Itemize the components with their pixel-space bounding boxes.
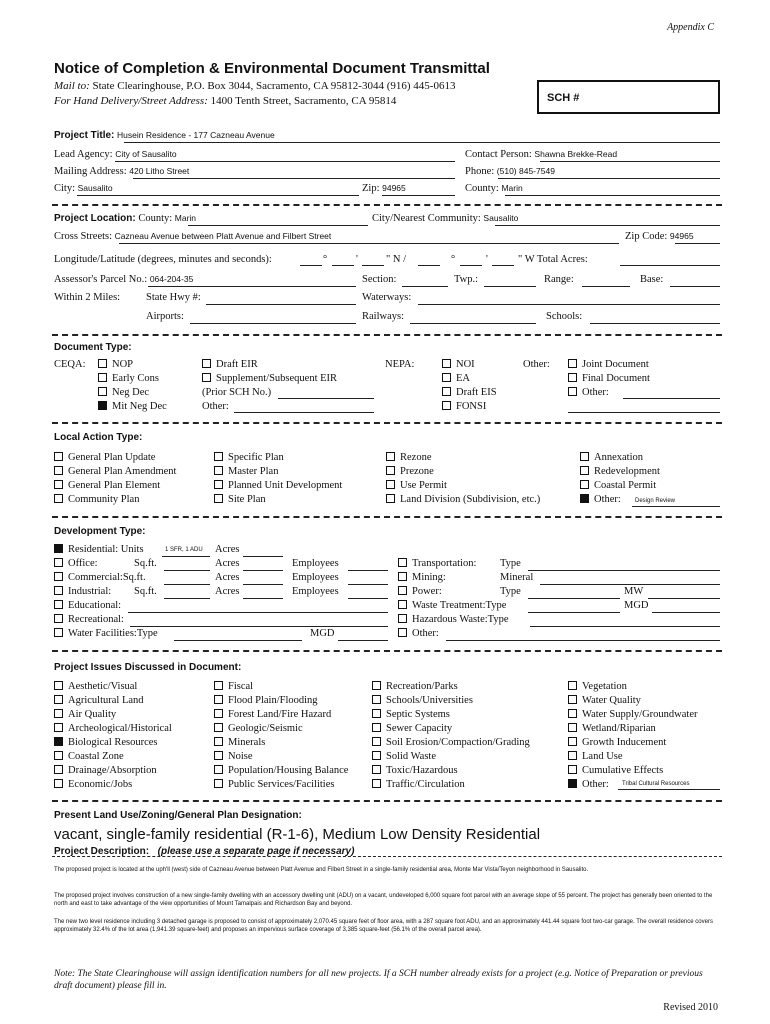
- footer-note: Note: The State Clearinghouse will assign identification numbers for all new projects. If a SCH number already exists for a project (e.g. Notice of Preparation or previous draft document) please fill in.: [54, 969, 703, 991]
- apn-value[interactable]: 064-204-35: [149, 274, 194, 284]
- checkbox-label: Site Plan: [228, 494, 266, 505]
- county-value[interactable]: Marin: [501, 183, 523, 193]
- checkbox-label: Air Quality: [68, 709, 117, 720]
- phone-row: Phone: (510) 845-7549: [465, 166, 555, 177]
- checklist-item: [214, 737, 265, 748]
- site-plan-checkbox[interactable]: [214, 494, 223, 503]
- general-plan-update-checkbox[interactable]: [54, 452, 63, 461]
- description-p1: The proposed project is located at the uph'll (west) side of Cazneau Avenue between Platt Avenue and Filbert Street in a single-family residential area, Monte Mar Vista/Teyon neighborhood in Sausalito.: [54, 867, 589, 873]
- hazardous-waste-checkbox[interactable]: [398, 614, 407, 623]
- checkbox-label: Wetland/Riparian: [582, 723, 656, 734]
- septic-systems-checkbox[interactable]: [372, 709, 381, 718]
- checklist-item: [372, 751, 436, 762]
- general-plan-amendment-checkbox[interactable]: [54, 466, 63, 475]
- description-heading: Project Description:: [54, 846, 150, 857]
- checkbox-label: Vegetation: [582, 681, 627, 692]
- mail-to: Mail to: State Clearinghouse, P.O. Box 3044, Sacramento, CA 95812-3044 (916) 445-0613: [54, 80, 456, 92]
- checkbox-label: Schools/Universities: [386, 695, 473, 706]
- checkbox-label: Drainage/Absorption: [68, 765, 157, 776]
- ea-checkbox[interactable]: [442, 373, 451, 382]
- city-value[interactable]: Sausalito: [77, 183, 113, 193]
- draft-eis-checkbox[interactable]: [442, 387, 451, 396]
- checklist-item: [580, 480, 656, 491]
- mailing-address-value[interactable]: 420 Litho Street: [129, 166, 190, 176]
- checkbox-label: Community Plan: [68, 494, 140, 505]
- checklist-item: [54, 751, 124, 762]
- cross-streets-value[interactable]: Cazneau Avenue between Platt Avenue and Filbert Street: [114, 231, 332, 241]
- revised-label: Revised 2010: [663, 1002, 718, 1013]
- economic-jobs-checkbox[interactable]: [54, 779, 63, 788]
- description-p2: The proposed project involves construction of a new single-family dwelling with an accessory dwelling unit (ADU) on a vacant, undeveloped 6,000 square foot parcel with an average slope of 55 percent. The project has generally been oriented to the north and east to take advantage of the view opportunities of Mount Tamalpais and Richardson Bay and beyond.: [54, 893, 713, 907]
- forest-land-fire-hazard-checkbox[interactable]: [214, 709, 223, 718]
- checkbox-label: Water Quality: [582, 695, 641, 706]
- checkbox-label: Geologic/Seismic: [228, 723, 303, 734]
- checklist-item: [98, 359, 133, 370]
- checklist-item: [386, 452, 432, 463]
- divider: [52, 800, 722, 802]
- checklist-item: [580, 466, 660, 477]
- geologic-seismic-checkbox[interactable]: [214, 723, 223, 732]
- checklist-item: [214, 765, 348, 776]
- checkbox-label: Rezone: [400, 452, 432, 463]
- checkbox-label: Planned Unit Development: [228, 480, 343, 491]
- checkbox-label: Prezone: [400, 466, 434, 477]
- growth-inducement-checkbox[interactable]: [568, 737, 577, 746]
- checklist-item: [372, 681, 458, 692]
- toxic-hazardous-checkbox[interactable]: [372, 765, 381, 774]
- other-checkbox[interactable]: [568, 387, 577, 396]
- checklist-item: [202, 373, 337, 384]
- land-use-checkbox[interactable]: [568, 751, 577, 760]
- annexation-checkbox[interactable]: [580, 452, 589, 461]
- minerals-checkbox[interactable]: [214, 737, 223, 746]
- checklist-item: [386, 494, 540, 505]
- divider: [52, 650, 722, 652]
- checklist-item: [54, 480, 160, 491]
- checkbox-label: Forest Land/Fire Hazard: [228, 709, 332, 720]
- biological-resources-checkbox[interactable]: [54, 737, 63, 746]
- neg-dec-checkbox[interactable]: [98, 387, 107, 396]
- sch-box[interactable]: [537, 80, 720, 114]
- redevelopment-checkbox[interactable]: [580, 466, 589, 475]
- industrial-checkbox[interactable]: [54, 586, 63, 595]
- fiscal-checkbox[interactable]: [214, 681, 223, 690]
- other-checkbox[interactable]: [580, 494, 589, 503]
- sch-label: SCH #: [547, 92, 580, 104]
- checklist-item: [568, 751, 623, 762]
- waste-treatment-checkbox[interactable]: [398, 600, 407, 609]
- divider: [52, 204, 722, 206]
- checklist-item: [54, 779, 132, 790]
- checkbox-label: Solid Waste: [386, 751, 437, 762]
- cross-streets-row: Cross Streets: Cazneau Avenue between Platt Avenue and Filbert Street: [54, 231, 332, 242]
- use-permit-checkbox[interactable]: [386, 480, 395, 489]
- checklist-item: [214, 709, 331, 720]
- checkbox-label: Coastal Zone: [68, 751, 124, 762]
- checklist-item: [568, 765, 663, 776]
- checklist-item: [386, 480, 447, 491]
- flood-plain-flooding-checkbox[interactable]: [214, 695, 223, 704]
- divider: [52, 856, 722, 857]
- development-other-checkbox[interactable]: [398, 628, 407, 637]
- hand-delivery: For Hand Delivery/Street Address: 1400 Tenth Street, Sacramento, CA 95814: [54, 95, 397, 107]
- checkbox-label: Land Use: [582, 751, 623, 762]
- checkbox-label: Sewer Capacity: [386, 723, 453, 734]
- aesthetic-visual-checkbox[interactable]: [54, 681, 63, 690]
- recreational-checkbox[interactable]: [54, 614, 63, 623]
- checkbox-label: General Plan Update: [68, 452, 156, 463]
- checklist-item: [372, 695, 473, 706]
- project-title-row: Project Title: Husein Residence - 177 Cazneau Avenue: [54, 130, 275, 141]
- drainage-absorption-checkbox[interactable]: [54, 765, 63, 774]
- checkbox-label: General Plan Element: [68, 480, 161, 491]
- local-action-heading: Local Action Type:: [54, 432, 143, 443]
- checkbox-label: Septic Systems: [386, 709, 450, 720]
- divider: [52, 334, 722, 336]
- checklist-item: [214, 723, 303, 734]
- checklist-item: [442, 359, 475, 370]
- checkbox-label: Coastal Permit: [594, 480, 657, 491]
- recreation-parks-checkbox[interactable]: [372, 681, 381, 690]
- residential-checkbox[interactable]: [54, 544, 63, 553]
- schools-universities-checkbox[interactable]: [372, 695, 381, 704]
- local-action-other-value[interactable]: Design Review: [635, 498, 676, 504]
- checklist-item: [568, 359, 649, 370]
- coastal-permit-checkbox[interactable]: [580, 480, 589, 489]
- power-checkbox[interactable]: [398, 586, 407, 595]
- divider: [52, 422, 722, 424]
- early-cons-checkbox[interactable]: [98, 373, 107, 382]
- checkbox-label: Supplement/Subsequent EIR: [216, 373, 338, 384]
- checkbox-label: Early Cons: [112, 373, 159, 384]
- checkbox-label: Soil Erosion/Compaction/Grading: [386, 737, 530, 748]
- latlong-row: Longitude/Latitude (degrees, minutes and seconds):: [54, 254, 272, 265]
- checkbox-label: Minerals: [228, 737, 266, 748]
- soil-erosion-compaction-grading-checkbox[interactable]: [372, 737, 381, 746]
- checkbox-label: Master Plan: [228, 466, 279, 477]
- checklist-item: [372, 737, 530, 748]
- educational-checkbox[interactable]: [54, 600, 63, 609]
- checklist-item: [54, 452, 155, 463]
- checkbox-label: Noise: [228, 751, 253, 762]
- checkbox-label: Cumulative Effects: [582, 765, 664, 776]
- checklist-item: [54, 494, 139, 505]
- supplement-subsequent-eir-checkbox[interactable]: [202, 373, 211, 382]
- checklist-item: [54, 695, 144, 706]
- phone-value[interactable]: (510) 845-7549: [496, 166, 555, 176]
- project-title-value[interactable]: Husein Residence - 177 Cazneau Avenue: [117, 130, 275, 140]
- checklist-item: [98, 373, 159, 384]
- rezone-checkbox[interactable]: [386, 452, 395, 461]
- checkbox-label: Growth Inducement: [582, 737, 667, 748]
- checkbox-label: Aesthetic/Visual: [68, 681, 138, 692]
- checkbox-label: Biological Resources: [68, 737, 158, 748]
- location-county-value[interactable]: Marin: [174, 213, 197, 223]
- checklist-item: [568, 723, 656, 734]
- development-heading: Development Type:: [54, 526, 146, 537]
- checklist-item: [568, 387, 609, 398]
- checkbox-label: Neg Dec: [112, 387, 150, 398]
- agricultural-land-checkbox[interactable]: [54, 695, 63, 704]
- checkbox-label: Flood Plain/Flooding: [228, 695, 318, 706]
- checkbox-label: Joint Document: [582, 359, 649, 370]
- checklist-item: [568, 709, 698, 720]
- land-division-subdivision-etc-checkbox[interactable]: [386, 494, 395, 503]
- checklist-item: [372, 723, 452, 734]
- draft-eir-checkbox[interactable]: [202, 359, 211, 368]
- location-row: Project Location: County: Marin: [54, 213, 197, 224]
- checkbox-label: Annexation: [594, 452, 643, 463]
- checklist-item: [202, 359, 258, 370]
- checkbox-label: Mit Neg Dec: [112, 401, 167, 412]
- checklist-item: [214, 494, 266, 505]
- commercial-checkbox[interactable]: [54, 572, 63, 581]
- checklist-item: [214, 751, 253, 762]
- appendix-label: Appendix C: [667, 22, 714, 33]
- general-plan-element-checkbox[interactable]: [54, 480, 63, 489]
- checklist-item: [568, 373, 650, 384]
- water-quality-checkbox[interactable]: [568, 695, 577, 704]
- checkbox-label: Draft EIR: [216, 359, 258, 370]
- checklist-item: [214, 452, 284, 463]
- location-zip-row: Zip Code: 94965: [625, 231, 694, 242]
- checkbox-label: Use Permit: [400, 480, 447, 491]
- prezone-checkbox[interactable]: [386, 466, 395, 475]
- mining-checkbox[interactable]: [398, 572, 407, 581]
- checklist-item: [568, 737, 666, 748]
- final-document-checkbox[interactable]: [568, 373, 577, 382]
- checkbox-label: Redevelopment: [594, 466, 660, 477]
- checklist-item: [214, 779, 334, 790]
- mit-neg-dec-checkbox[interactable]: [98, 401, 107, 410]
- lead-agency-value[interactable]: City of Sausalito: [115, 149, 177, 159]
- checkbox-label: EA: [456, 373, 470, 384]
- checklist-item: [54, 723, 172, 734]
- zip-row: Zip: 94965: [362, 183, 406, 194]
- checklist-item: [54, 709, 116, 720]
- checkbox-label: Other:: [582, 779, 609, 790]
- checkbox-label: Agricultural Land: [68, 695, 144, 706]
- divider: [52, 516, 722, 518]
- residential-units-value[interactable]: 1 SFR, 1 ADU: [165, 547, 203, 553]
- checklist-item: [54, 466, 176, 477]
- mailing-address-row: Mailing Address: 420 Litho Street: [54, 166, 190, 177]
- checkbox-label: Other:: [594, 494, 621, 505]
- checklist-item: [442, 401, 486, 412]
- checkbox-label: NOP: [112, 359, 134, 370]
- checkbox-label: Recreation/Parks: [386, 681, 458, 692]
- lead-agency-row: Lead Agency: City of Sausalito: [54, 149, 177, 160]
- master-plan-checkbox[interactable]: [214, 466, 223, 475]
- checklist-item: [214, 695, 318, 706]
- traffic-circulation-checkbox[interactable]: [372, 779, 381, 788]
- sewer-capacity-checkbox[interactable]: [372, 723, 381, 732]
- checklist-item: [386, 466, 434, 477]
- community-row: City/Nearest Community: Sausalito: [372, 213, 519, 224]
- contact-row: Contact Person: Shawna Brekke-Read: [465, 149, 618, 160]
- cumulative-effects-checkbox[interactable]: [568, 765, 577, 774]
- city-row: City: Sausalito: [54, 183, 113, 194]
- checkbox-label: Other:: [582, 387, 609, 398]
- checkbox-label: Fiscal: [228, 681, 254, 692]
- community-plan-checkbox[interactable]: [54, 494, 63, 503]
- land-use-value[interactable]: vacant, single-family residential (R-1-6), Medium Low Density Residential: [54, 826, 541, 843]
- community-value[interactable]: Sausalito: [483, 213, 519, 223]
- air-quality-checkbox[interactable]: [54, 709, 63, 718]
- checklist-item: [442, 387, 497, 398]
- contact-value[interactable]: Shawna Brekke-Read: [534, 149, 618, 159]
- checklist-item: [372, 709, 450, 720]
- fonsi-checkbox[interactable]: [442, 401, 451, 410]
- checkbox-label: Draft EIS: [456, 387, 497, 398]
- solid-waste-checkbox[interactable]: [372, 751, 381, 760]
- checklist-item: [54, 737, 158, 748]
- vegetation-checkbox[interactable]: [568, 681, 577, 690]
- apn-row: Assessor's Parcel No.: 064-204-35: [54, 274, 194, 285]
- checklist-item: [214, 480, 342, 491]
- description-p3: The new two level residence including 3 detached garage is proposed to consist of approximately 2,070.45 square feet of floor area, with a 287 square foot ADU, and an approximately 441.44 square foot two-car garage. The overall residence covers approximately 32.4% of the lot area (1,941.39 square-feet) and proposes an impervious surface coverage of 3,385 square-feet (56.1% of the overall parcel area).: [54, 919, 713, 933]
- zip-value[interactable]: 94965: [382, 183, 406, 193]
- checkbox-label: Water Supply/Groundwater: [582, 709, 698, 720]
- checklist-item: [580, 494, 621, 505]
- checkbox-label: Toxic/Hazardous: [386, 765, 458, 776]
- transportation-checkbox[interactable]: [398, 558, 407, 567]
- office-checkbox[interactable]: [54, 558, 63, 567]
- archeological-historical-checkbox[interactable]: [54, 723, 63, 732]
- checklist-item: [372, 765, 458, 776]
- nop-checkbox[interactable]: [98, 359, 107, 368]
- checklist-item: [214, 681, 253, 692]
- noise-checkbox[interactable]: [214, 751, 223, 760]
- document-type-heading: Document Type:: [54, 342, 132, 353]
- other-checkbox[interactable]: [568, 779, 577, 788]
- checkbox-label: Traffic/Circulation: [386, 779, 465, 790]
- checkbox-label: Specific Plan: [228, 452, 284, 463]
- checklist-item: [568, 681, 627, 692]
- checklist-item: [580, 452, 643, 463]
- checklist-item: [54, 765, 157, 776]
- joint-document-checkbox[interactable]: [568, 359, 577, 368]
- noi-checkbox[interactable]: [442, 359, 451, 368]
- checkbox-label: Public Services/Facilities: [228, 779, 335, 790]
- location-zip-value[interactable]: 94965: [669, 231, 694, 241]
- checkbox-label: NOI: [456, 359, 475, 370]
- planned-unit-development-checkbox[interactable]: [214, 480, 223, 489]
- checklist-item: [98, 387, 149, 398]
- issues-other-value[interactable]: Tribal Cultural Resources: [622, 781, 690, 787]
- public-services-facilities-checkbox[interactable]: [214, 779, 223, 788]
- checkbox-label: Economic/Jobs: [68, 779, 133, 790]
- checkbox-label: Land Division (Subdivision, etc.): [400, 494, 541, 505]
- checklist-item: [442, 373, 470, 384]
- water-facilities-checkbox[interactable]: [54, 628, 63, 637]
- checklist-item: [372, 779, 465, 790]
- county-row: County: Marin: [465, 183, 523, 194]
- issues-heading: Project Issues Discussed in Document:: [54, 662, 242, 673]
- checklist-item: [568, 779, 609, 790]
- coastal-zone-checkbox[interactable]: [54, 751, 63, 760]
- specific-plan-checkbox[interactable]: [214, 452, 223, 461]
- checklist-item: [214, 466, 278, 477]
- checklist-item: [98, 401, 167, 412]
- form-title: Notice of Completion & Environmental Document Transmittal: [54, 60, 490, 77]
- population-housing-balance-checkbox[interactable]: [214, 765, 223, 774]
- water-supply-groundwater-checkbox[interactable]: [568, 709, 577, 718]
- wetland-riparian-checkbox[interactable]: [568, 723, 577, 732]
- checkbox-label: FONSI: [456, 401, 487, 412]
- land-use-heading: Present Land Use/Zoning/General Plan Designation:: [54, 810, 302, 821]
- checklist-item: [54, 681, 137, 692]
- checkbox-label: Archeological/Historical: [68, 723, 172, 734]
- checkbox-label: Population/Housing Balance: [228, 765, 349, 776]
- checkbox-label: General Plan Amendment: [68, 466, 177, 477]
- checklist-item: [568, 695, 641, 706]
- checkbox-label: Final Document: [582, 373, 650, 384]
